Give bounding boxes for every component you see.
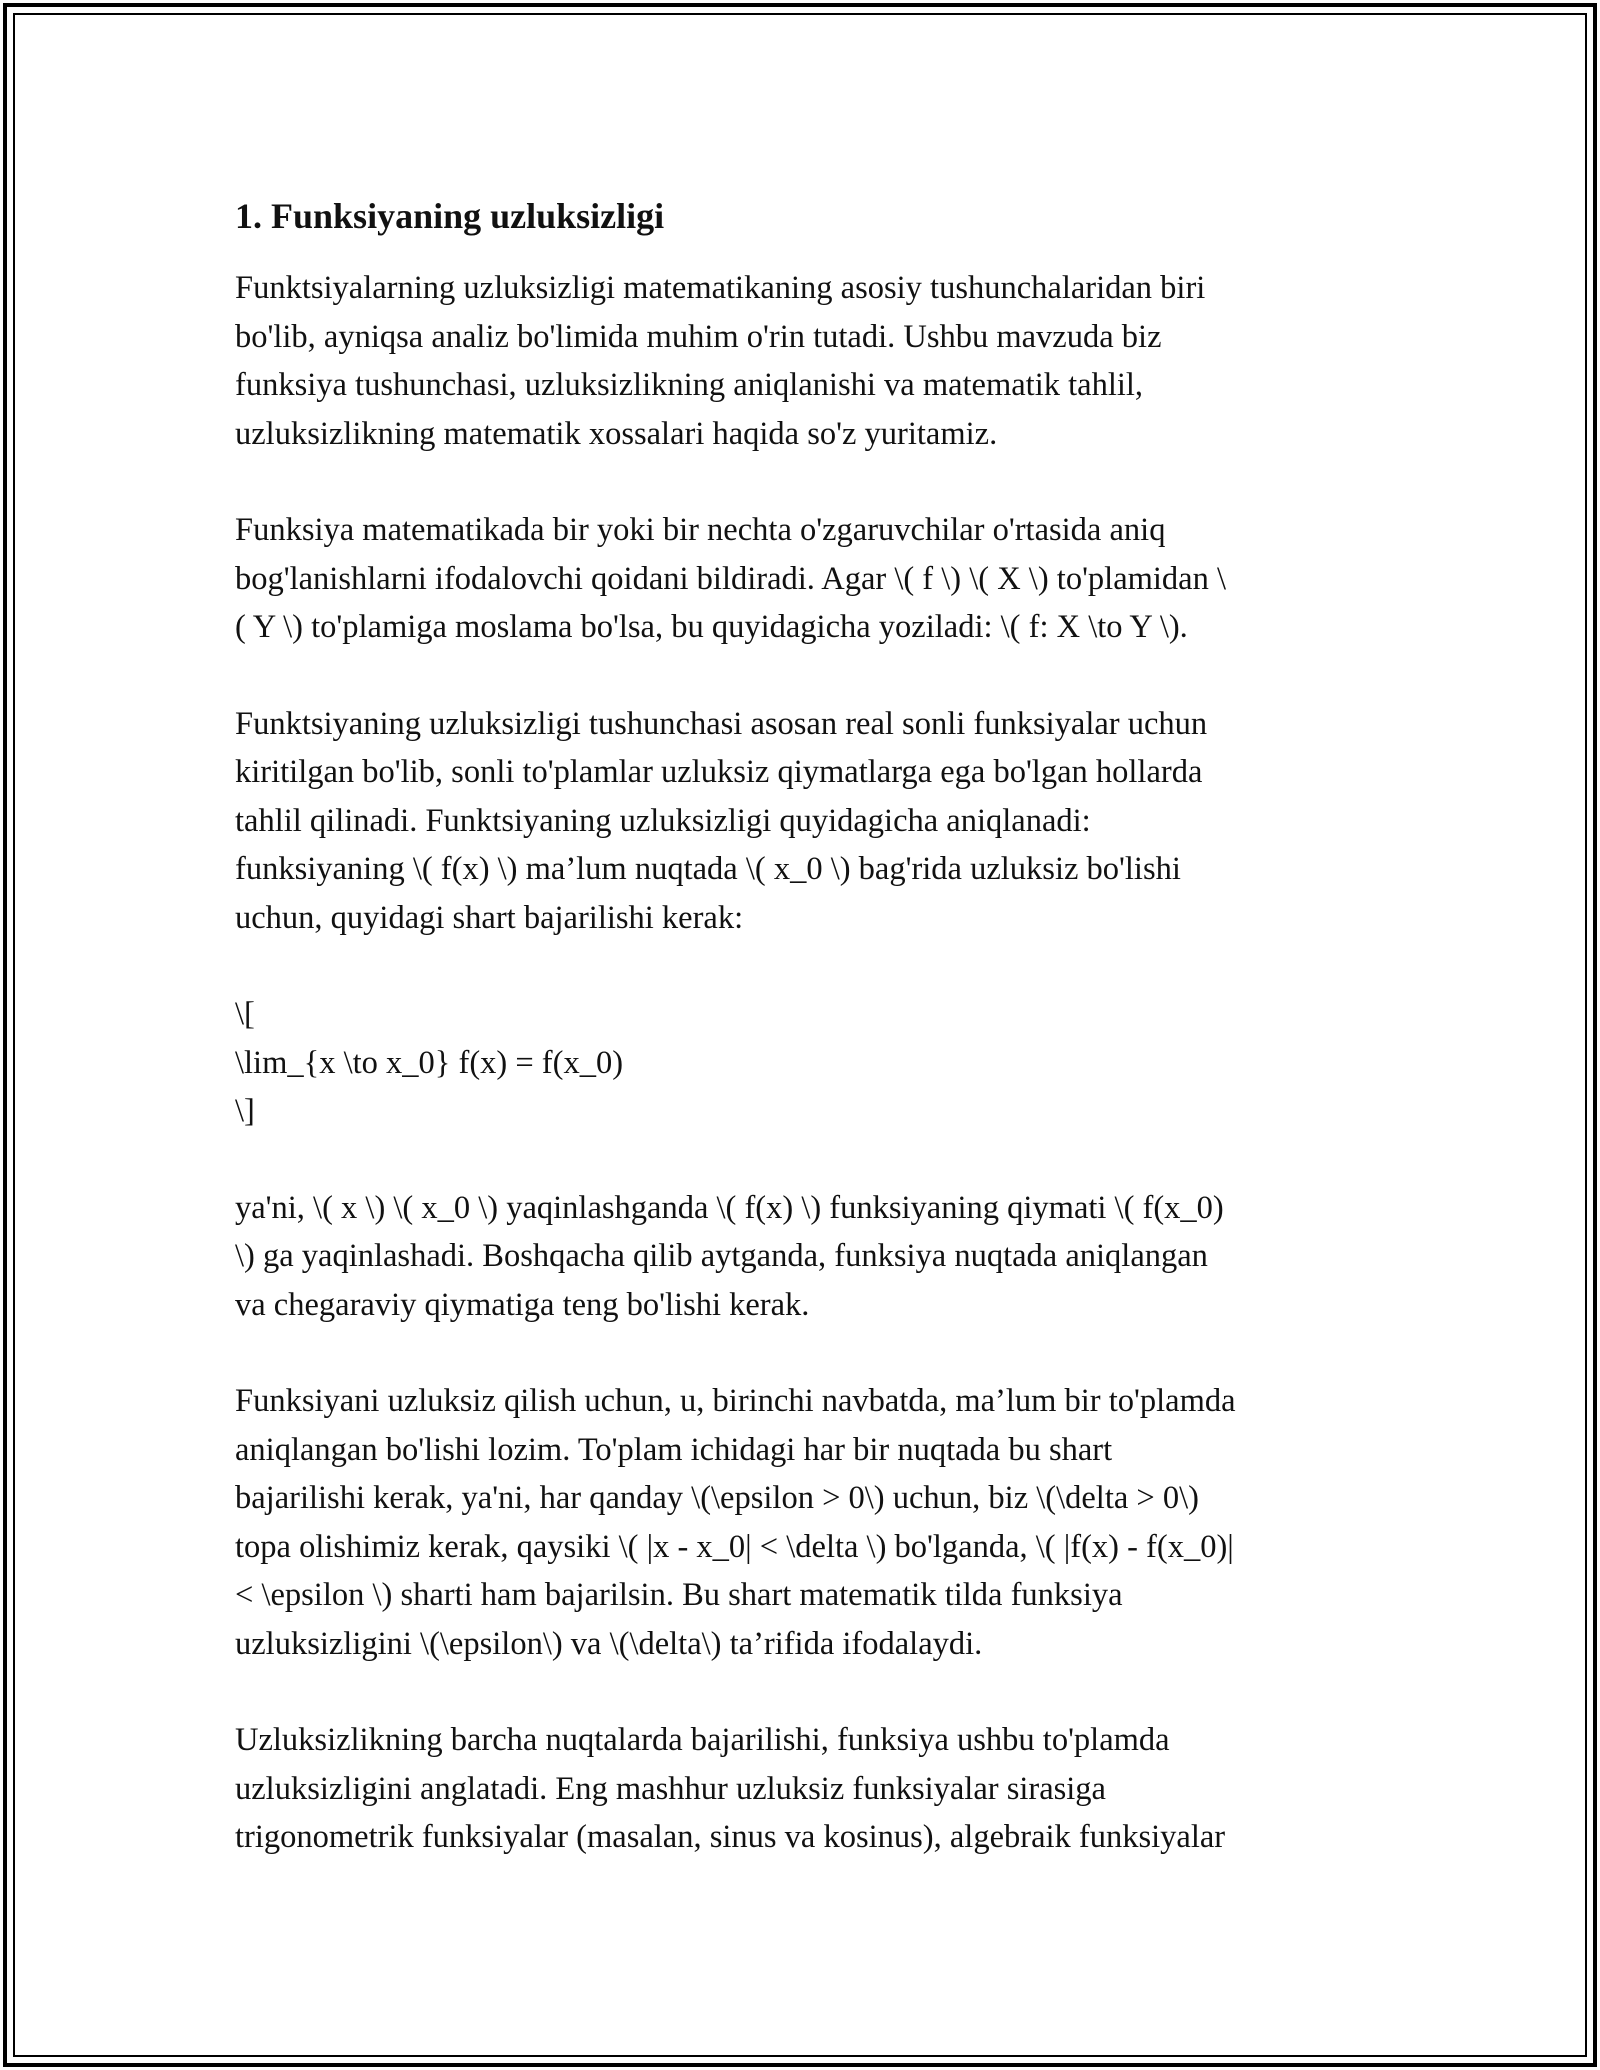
text-line: Funktsiyalarning uzluksizligi matematikaning asosiy tushunchalaridan biri xyxy=(235,270,1206,306)
text-line: uzluksizlikning matematik xossalari haqida so'z yuritamiz. xyxy=(235,415,998,452)
text-line: aniqlangan bo'lishi lozim. To'plam ichidagi har bir nuqtada bu shart xyxy=(235,1431,1113,1468)
text-line: ya'ni, \( x \) \( x_0 \) yaqinlashganda \( f(x) \) funksiyaning qiymati \( f(x_0) xyxy=(235,1189,1224,1226)
formula-line: \lim_{x \to x_0} f(x) = f(x_0) xyxy=(235,1044,624,1081)
text-line: uzluksizligini anglatadi. Eng mashhur uzluksiz funksiyalar sirasiga xyxy=(235,1770,1106,1807)
text-line: Funksiyani uzluksiz qilish uchun, u, birinchi navbatda, ma’lum bir to'plamda xyxy=(235,1383,1236,1419)
text-line: funksiya tushunchasi, uzluksizlikning aniqlanishi va matematik tahlil, xyxy=(235,367,1144,403)
text-line: funksiyaning \( f(x) \) ma’lum nuqtada \( x_0 \) bag'rida uzluksiz bo'lishi xyxy=(235,851,1181,887)
paragraph-explanation xyxy=(235,1184,1395,1330)
section-heading: 1. Funksiyaning uzluksizligi xyxy=(235,196,665,236)
paragraph-intro xyxy=(235,264,1395,458)
text-line: uzluksizligini \(\epsilon\) va \(\delta\) ta’rifida ifodalaydi. xyxy=(235,1625,983,1662)
text-line: topa olishimiz kerak, qaysiki \( |x - x_0| < \delta \) bo'lganda, \( |f(x) - f(x_0)| xyxy=(235,1528,1234,1565)
text-line: bo'lib, ayniqsa analiz bo'limida muhim o'rin tutadi. Ushbu mavzuda biz xyxy=(235,318,1162,355)
text-line: \) ga yaqinlashadi. Boshqacha qilib aytganda, funksiya nuqtada aniqlangan xyxy=(235,1238,1208,1274)
text-line: Funksiya matematikada bir yoki bir nechta o'zgaruvchilar o'rtasida aniq xyxy=(235,512,1166,548)
text-line: Uzluksizlikning barcha nuqtalarda bajarilishi, funksiya ushbu to'plamda xyxy=(235,1722,1170,1758)
formula-block xyxy=(235,990,1395,1136)
text-line: < \epsilon \) sharti ham bajarilsin. Bu shart matematik tilda funksiya xyxy=(235,1577,1123,1613)
text-line: ( Y \) to'plamiga moslama bo'lsa, bu quyidagicha yoziladi: \( f: X \to Y \). xyxy=(235,609,1188,645)
paragraph-epsilon-delta xyxy=(235,1377,1395,1668)
text-line: bog'lanishlarni ifodalovchi qoidani bildiradi. Agar \( f \) \( X \) to'plamidan \ xyxy=(235,560,1227,597)
formula-line: \] xyxy=(235,1093,255,1129)
paragraph-continuity-definition xyxy=(235,700,1395,943)
text-line: Funktsiyaning uzluksizligi tushunchasi asosan real sonli funksiyalar uchun xyxy=(235,705,1208,742)
text-line: va chegaraviy qiymatiga teng bo'lishi kerak. xyxy=(235,1286,810,1323)
document-body xyxy=(235,188,1395,1910)
text-line: kiritilgan bo'lib, sonli to'plamlar uzluksiz qiymatlarga ega bo'lgan hollarda xyxy=(235,754,1203,790)
text-line: uchun, quyidagi shart bajarilishi kerak: xyxy=(235,899,744,936)
text-line: tahlil qilinadi. Funktsiyaning uzluksizligi quyidagicha aniqlanadi: xyxy=(235,802,1091,839)
text-line: bajarilishi kerak, ya'ni, har qanday \(\epsilon > 0\) uchun, biz \(\delta > 0\) xyxy=(235,1480,1199,1516)
text-line: trigonometrik funksiyalar (masalan, sinus va kosinus), algebraik funksiyalar xyxy=(235,1819,1226,1855)
paragraph-continuous-functions xyxy=(235,1716,1395,1862)
formula-line: \[ xyxy=(235,996,255,1032)
paragraph-function-definition xyxy=(235,506,1395,652)
